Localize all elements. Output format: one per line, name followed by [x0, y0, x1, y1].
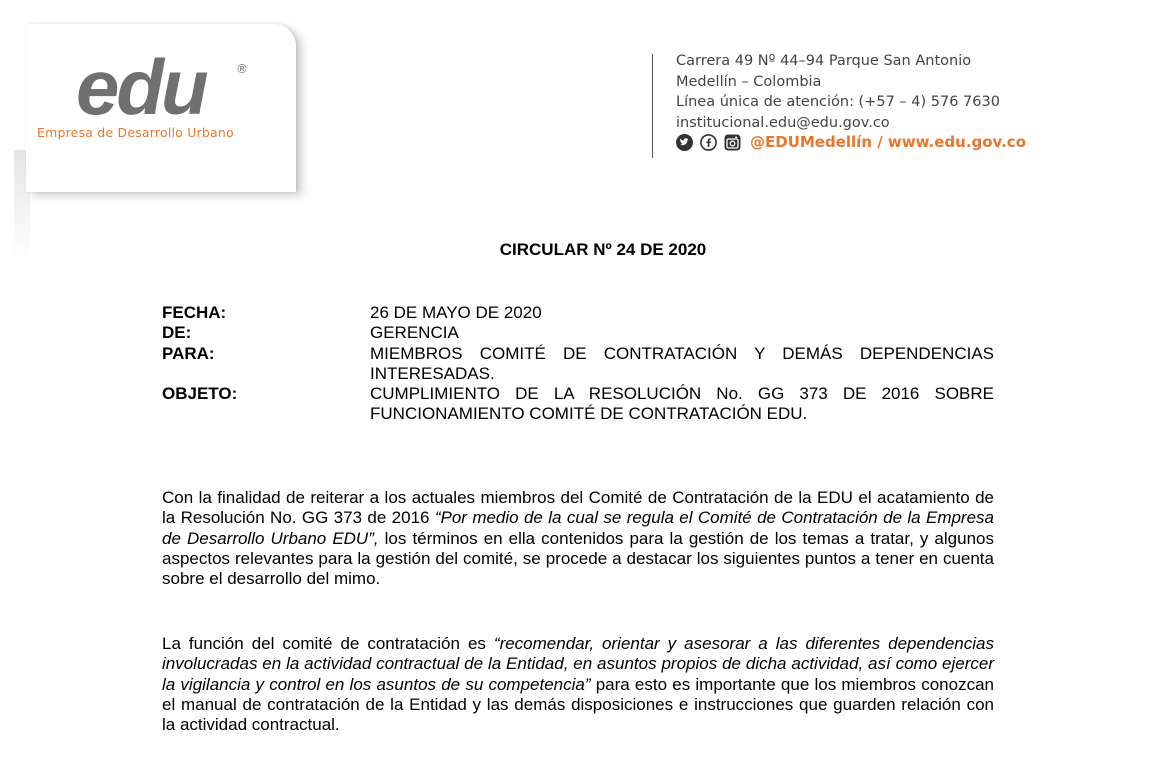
contact-email[interactable]: institucional.edu@edu.gov.co [676, 114, 890, 131]
document-title: CIRCULAR Nº 24 DE 2020 [499, 240, 707, 259]
para-label: PARA: [162, 343, 215, 363]
objeto-value: CUMPLIMIENTO DE LA RESOLUCIÓN No. GG 373 DE 2016 SOBRE FUNCIONAMIENTO COMITÉ DE CONTRATACIÓN EDU. [370, 384, 994, 424]
contact-city: Medellín – Colombia [676, 73, 822, 90]
instagram-icon[interactable] [724, 134, 741, 151]
registered-mark: ® [236, 62, 248, 76]
body-paragraph-2: La función del comité de contratación es “recomendar, orientar y asesorar a las diferentes dependencias involucradas en la actividad contractual de la Entidad, en asuntos propios de dicha actividad, así como ejercer la vigilancia y control en los asuntos de su competencia” para esto es importante que los miembros conozcan el manual de contratación de la Entidad y las demás disposiciones e instrucciones que guarden relación con la actividad contractual. [162, 634, 994, 735]
fecha-label: FECHA: [162, 303, 227, 322]
field-para [162, 344, 994, 385]
social-handle-and-website[interactable]: @EDUMedellín / www.edu.gov.co [750, 133, 1027, 151]
field-objeto [162, 384, 994, 425]
facebook-icon[interactable] [700, 134, 717, 151]
contact-address: Carrera 49 Nº 44–94 Parque San Antonio [676, 53, 972, 69]
objeto-label: OBJETO: [162, 384, 238, 404]
field-de [162, 323, 994, 343]
body-paragraph-1: Con la finalidad de reiterar a los actuales miembros del Comité de Contratación de la EDU el acatamiento de la Resolución No. GG 373 de 2016 “Por medio de la cual se regula el Comité de Contratación de la Empresa de Desarrollo Urbano EDU”, los términos en ella contenidos para la gestión de los temas a tratar, y algunos aspectos relevantes para la gestión del comité, se procede a destacar los siguientes puntos a tener en cuenta sobre el desarrollo del mimo. [162, 488, 994, 589]
contact-phone: Línea única de atención: (+57 – 4) 576 7630 [676, 94, 1000, 110]
header-divider [652, 54, 653, 158]
social-row [676, 133, 1026, 151]
circular-header-fields [162, 303, 994, 425]
twitter-icon[interactable] [676, 134, 693, 151]
resolution-title-quote: “Por medio de la cual se regula el Comité de Contratación de la Empresa de Desarrollo Urbano EDU”, [162, 508, 994, 548]
fecha-value: 26 DE MAYO DE 2020 [370, 303, 542, 322]
contact-block [676, 51, 1000, 133]
logo-wordmark: edu [76, 43, 206, 131]
logo-subtitle: Empresa de Desarrollo Urbano [37, 125, 234, 140]
para-value: MIEMBROS COMITÉ DE CONTRATACIÓN Y DEMÁS DEPENDENCIAS INTERESADAS. [370, 343, 994, 383]
de-label: DE: [162, 323, 192, 343]
de-value: GERENCIA [370, 323, 459, 343]
field-fecha [162, 303, 994, 323]
committee-function-quote: “recomendar, orientar y asesorar a las diferentes dependencias involucradas en la actividad contractual de la Entidad, en asuntos propios de dicha actividad, así como ejercer la vigilancia y control en los asuntos de su competencia” [162, 634, 994, 694]
